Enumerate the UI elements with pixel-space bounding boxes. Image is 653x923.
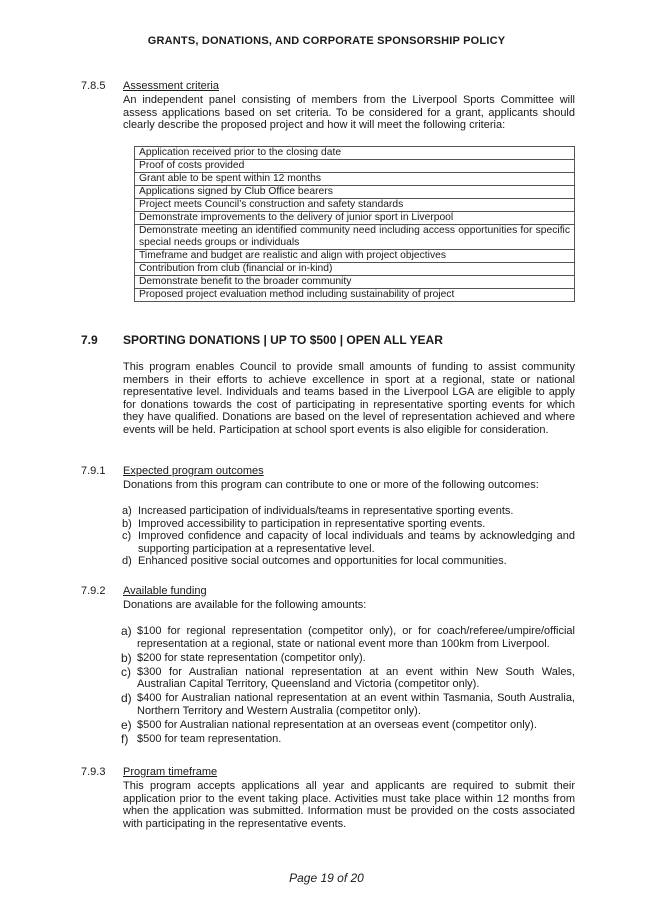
list-item-text: Enhanced positive social outcomes and opportunities for local communities. [138,555,507,567]
criteria-cell: Timeframe and budget are realistic and align with project objectives [135,250,575,263]
section-7-9-1-number: 7.9.1 [81,465,106,477]
criteria-row [135,225,575,250]
criteria-cell: Contribution from club (financial or in-kind) [135,263,575,276]
section-7-9-title: SPORTING DONATIONS | UP TO $500 | OPEN ALL YEAR [123,333,443,347]
list-item [122,518,575,531]
criteria-cell: Demonstrate improvements to the delivery of junior sport in Liverpool [135,212,575,225]
list-item-text: Improved accessibility to participation in representative sporting events. [138,517,486,530]
list-item-marker: b) [122,517,132,530]
section-7-9-1-heading: Expected program outcomes [123,465,264,477]
criteria-row [135,276,575,289]
list-item [121,652,575,665]
list-item-marker: c) [122,530,132,542]
funding-list [121,625,575,747]
criteria-cell: Demonstrate benefit to the broader community [135,276,575,289]
criteria-row [135,199,575,212]
list-item-text: $400 for Australian national representation at an event within Tasmania, South Australia, Northern Territory and Western Australia (competitor only). [137,692,575,717]
list-item [122,505,575,518]
criteria-cell: Project meets Council’s construction and safety standards [135,199,575,212]
list-item [122,530,575,555]
section-7-9-2-intro: Donations are available for the following amounts: [123,599,367,611]
criteria-cell: Applications signed by Club Office bearers [135,186,575,199]
section-7-9-3-number: 7.9.3 [81,766,106,778]
list-item-marker: d) [121,691,132,705]
list-item-text: $300 for Australian national representation at an event within New South Wales, Australian Capital Territory, Queensland and Victoria (competitor only). [137,665,575,690]
page-number: Page 19 of 20 [289,871,364,885]
criteria-cell: Proof of costs provided [135,160,575,173]
list-item-marker: b) [121,650,132,665]
criteria-cell: Proposed project evaluation method including sustainability of project [135,289,575,302]
list-item [121,719,575,732]
outcomes-list [122,505,575,568]
criteria-row [135,173,575,186]
criteria-row [135,250,575,263]
criteria-row [135,160,575,173]
criteria-row [135,212,575,225]
section-7-9-paragraph: This program enables Council to provide small amounts of funding to assist community members in their efforts to achieve excellence in sport at a regional, state or national representative level. Individuals and teams based in the Liverpool LGA are eligible to apply for donations towards the cost of participating in representative sporting events for which they have qualified. Donations are based on the level of representation achieved and where events will be held. Participation at school sport events is also eligible for consideration. [123,361,575,436]
list-item-text: Increased participation of individuals/teams in representative sporting events. [138,505,514,517]
list-item [121,625,575,650]
list-item-marker: a) [121,624,132,638]
list-item-text: $500 for team representation. [137,732,282,745]
criteria-cell: Demonstrate meeting an identified community need including access opportunities for specific special needs groups or individuals [135,225,575,250]
assessment-criteria-table [134,146,575,302]
section-7-8-5-number: 7.8.5 [81,80,106,92]
section-7-8-5-paragraph: An independent panel consisting of members from the Liverpool Sports Committee will assess applications based on set criteria. To be considered for a grant, applicants should clearly describe the proposed project and how it will meet the following criteria: [123,94,575,131]
section-7-8-5-heading: Assessment criteria [123,80,219,92]
list-item-marker: a) [122,505,132,517]
criteria-cell: Grant able to be spent within 12 months [135,173,575,186]
list-item-marker: d) [122,555,132,567]
list-item-text: $500 for Australian national representation at an overseas event (competitor only). [137,718,537,731]
list-item [121,666,575,691]
document-header: GRANTS, DONATIONS, AND CORPORATE SPONSORSHIP POLICY [147,35,506,47]
list-item-marker: e) [121,717,132,732]
section-7-9-2-number: 7.9.2 [81,585,106,597]
criteria-row [135,263,575,276]
section-7-9-1-intro: Donations from this program can contribute to one or more of the following outcomes: [123,479,539,491]
list-item [121,692,575,717]
list-item-text: $200 for state representation (competitor only). [137,651,366,664]
list-item-marker: c) [121,664,131,679]
section-7-9-2-heading: Available funding [123,585,207,597]
section-7-9-number: 7.9 [81,333,98,347]
list-item-text: Improved confidence and capacity of local individuals and teams by acknowledging and supporting participation at a representative level. [138,530,575,555]
section-7-9-3-heading: Program timeframe [123,766,218,778]
criteria-row [135,186,575,199]
list-item-text: $100 for regional representation (competitor only), or for coach/referee/umpire/official representation at a regional, state or national event more than 100km from Liverpool. [137,625,575,650]
list-item-marker: f) [121,731,129,746]
section-7-9-3-paragraph: This program accepts applications all year and applicants are required to submit their application prior to the event taking place. Activities must take place within 12 months from when the application was submitted. Information must be provided on the costs associated with participating in the representative events. [123,780,575,830]
list-item [121,733,575,746]
list-item [122,555,575,568]
criteria-row [135,289,575,302]
criteria-row [135,147,575,160]
criteria-cell: Application received prior to the closing date [135,147,575,160]
